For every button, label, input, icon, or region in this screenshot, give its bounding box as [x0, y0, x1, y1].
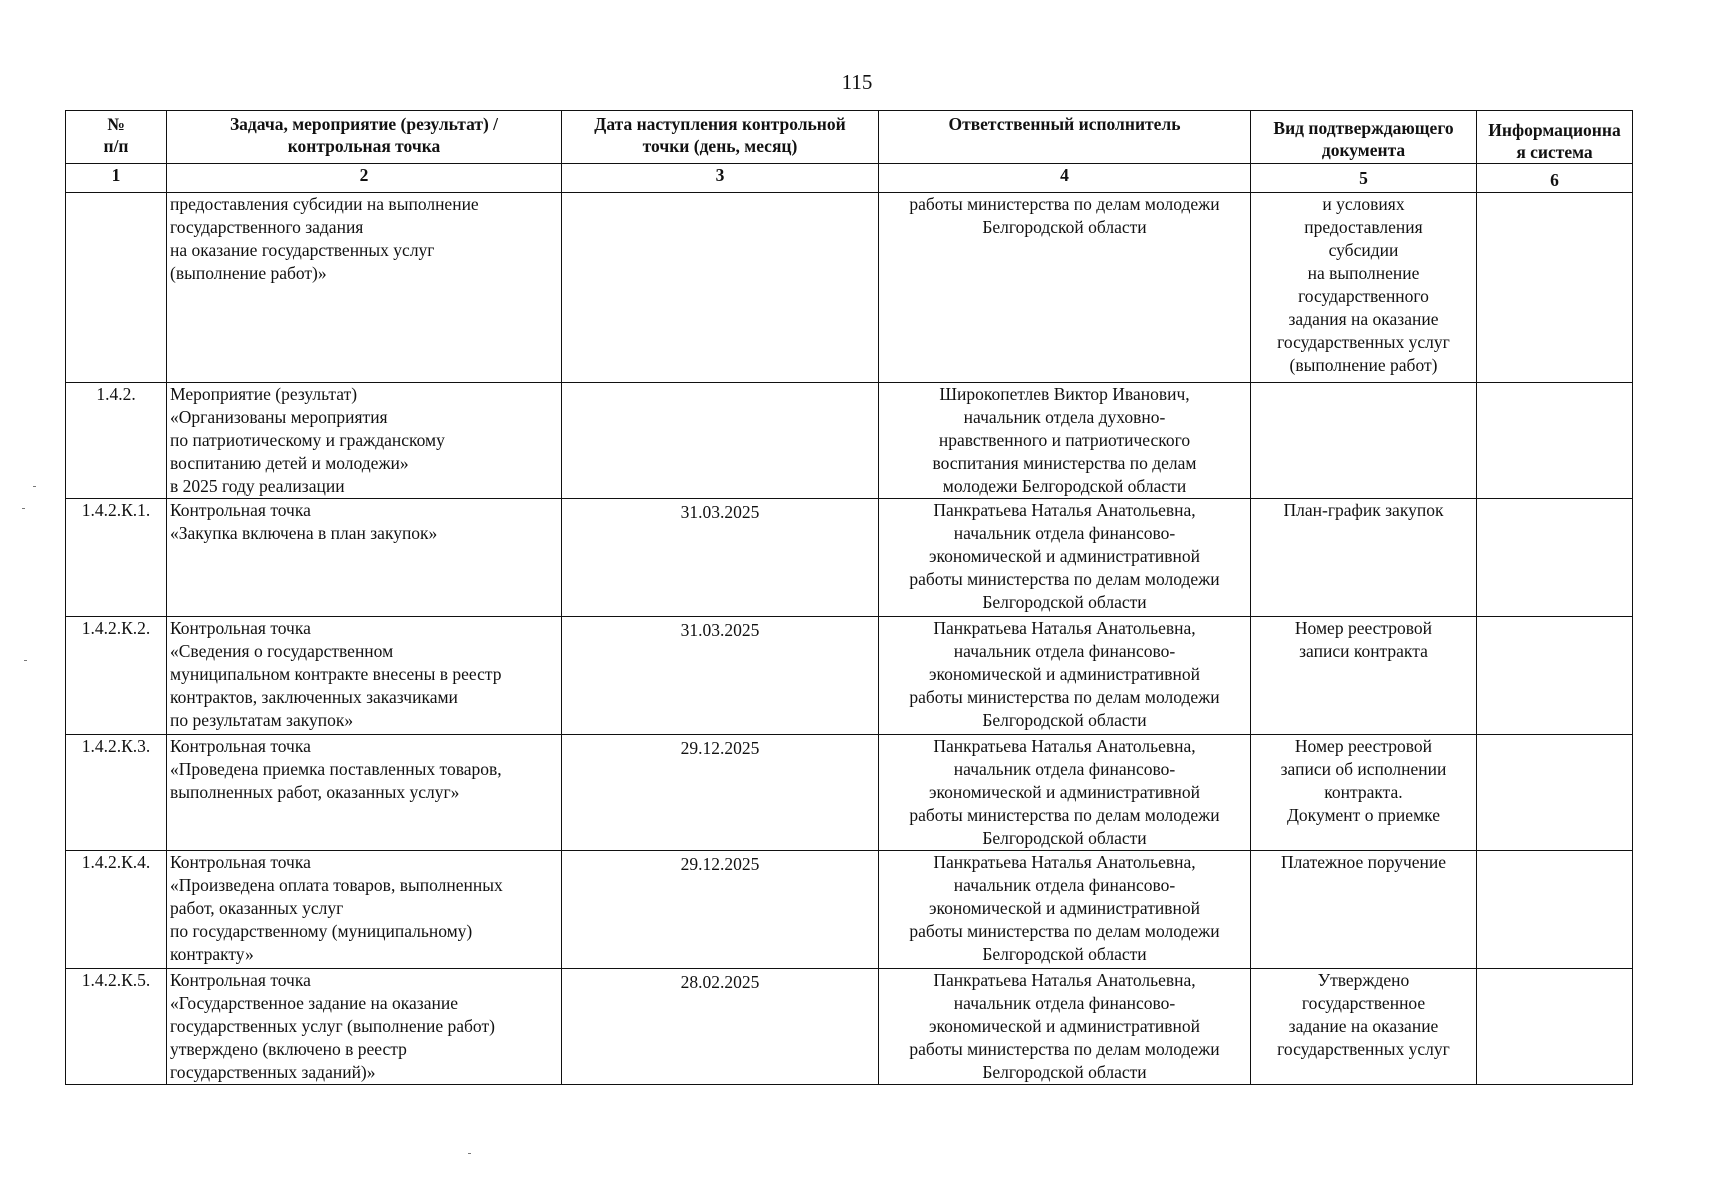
task-text-line: предоставления субсидии на выполнение [170, 194, 479, 214]
responsible-executor-line: воспитания министерства по делам [932, 453, 1197, 473]
control-date [562, 383, 879, 499]
column-number: 3 [562, 164, 879, 193]
task-text-line: Контрольная точка [170, 852, 311, 872]
responsible-executor-line: работы министерства по делам молодежи [909, 921, 1220, 941]
row-number: 1.4.2.К.3. [66, 735, 167, 851]
responsible-executor-line: начальник отдела финансово- [953, 523, 1176, 543]
responsible-executor-line: Широкопетлев Виктор Иванович, [939, 384, 1190, 404]
responsible-executor-line: работы министерства по делам молодежи [909, 805, 1220, 825]
header-line: я система [1516, 142, 1593, 162]
task-text-line: «Сведения о государственном [170, 641, 394, 661]
header-line: Вид подтверждающего [1273, 118, 1454, 138]
task-text-line: Мероприятие (результат) [170, 384, 358, 404]
responsible-executor-line: Панкратьева Наталья Анатольевна, [933, 852, 1196, 872]
responsible-executor [879, 193, 1251, 383]
scan-artifact [468, 1153, 471, 1154]
row-number: 1.4.2.К.2. [66, 617, 167, 735]
table-row [66, 735, 1633, 851]
responsible-executor-line: Белгородской области [982, 828, 1147, 848]
confirming-document-line: контракта. [1324, 782, 1403, 802]
task-text [167, 969, 562, 1085]
task-text-line: в 2025 году реализации [170, 476, 345, 496]
responsible-executor-line: начальник отдела финансово- [953, 993, 1176, 1013]
responsible-executor [879, 851, 1251, 969]
column-number: 2 [167, 164, 562, 193]
control-points-table [65, 110, 1633, 1085]
header-line: № [107, 114, 125, 134]
task-text-line: «Закупка включена в план закупок» [170, 523, 438, 543]
confirming-document-line: государственного [1298, 286, 1429, 306]
task-text-line: выполненных работ, оказанных услуг» [170, 782, 460, 802]
header-date [562, 111, 879, 164]
column-numbers-row [66, 164, 1633, 193]
responsible-executor-line: нравственного и патриотического [938, 430, 1191, 450]
task-text-line: Контрольная точка [170, 618, 311, 638]
confirming-document [1251, 383, 1477, 499]
task-text-line: Контрольная точка [170, 500, 311, 520]
confirming-document-line: предоставления [1304, 217, 1423, 237]
responsible-executor-line: работы министерства по делам молодежи [909, 569, 1220, 589]
confirming-document-line: на выполнение [1307, 263, 1420, 283]
task-text-line: по результатам закупок» [170, 710, 354, 730]
row-number: 1.4.2.К.4. [66, 851, 167, 969]
task-text-line: Контрольная точка [170, 736, 311, 756]
row-number [66, 193, 167, 383]
responsible-executor-line: экономической и административной [928, 546, 1200, 566]
responsible-executor-line: начальник отдела финансово- [953, 875, 1176, 895]
header-row [66, 111, 1633, 164]
confirming-document [1251, 851, 1477, 969]
confirming-document-line: и условиях [1322, 194, 1405, 214]
confirming-document [1251, 617, 1477, 735]
header-number [66, 111, 167, 164]
task-text-line: муниципальном контракте внесены в реестр [170, 664, 502, 684]
confirming-document [1251, 735, 1477, 851]
header-line: Дата наступления контрольной [594, 114, 846, 134]
responsible-executor [879, 617, 1251, 735]
responsible-executor-line: Панкратьева Наталья Анатольевна, [933, 970, 1196, 990]
responsible-executor-line: начальник отдела финансово- [953, 759, 1176, 779]
control-date: 31.03.2025 [562, 499, 879, 617]
responsible-executor-line: начальник отдела духовно- [963, 407, 1166, 427]
table-row [66, 851, 1633, 969]
task-text-line: государственного задания [170, 217, 364, 237]
confirming-document-line: Номер реестровой [1294, 736, 1433, 756]
task-text-line: утверждено (включено в реестр [170, 1039, 407, 1059]
column-number: 5 [1251, 164, 1477, 193]
task-text-line: контракту» [170, 944, 254, 964]
page-number: 115 [841, 70, 873, 94]
confirming-document-line: задание на оказание [1288, 1016, 1439, 1036]
confirming-document-line: Платежное поручение [1280, 852, 1447, 872]
scan-artifact [24, 660, 27, 661]
column-number: 6 [1477, 164, 1633, 193]
responsible-executor-line: молодежи Белгородской области [942, 476, 1187, 496]
task-text-line: (выполнение работ)» [170, 263, 327, 283]
confirming-document-line: субсидии [1328, 240, 1399, 260]
responsible-executor-line: Белгородской области [982, 710, 1147, 730]
header-line: Задача, мероприятие (результат) / [229, 114, 499, 134]
information-system [1477, 617, 1633, 735]
task-text [167, 193, 562, 383]
responsible-executor-line: работы министерства по делам молодежи [909, 687, 1220, 707]
responsible-executor [879, 383, 1251, 499]
row-number: 1.4.2.К.1. [66, 499, 167, 617]
information-system [1477, 193, 1633, 383]
task-text-line: на оказание государственных услуг [170, 240, 435, 260]
header-task [167, 111, 562, 164]
responsible-executor-line: Панкратьева Наталья Анатольевна, [933, 618, 1196, 638]
scan-artifact [33, 486, 36, 487]
header-document [1251, 111, 1477, 164]
confirming-document [1251, 499, 1477, 617]
column-number: 1 [66, 164, 167, 193]
control-date: 29.12.2025 [562, 851, 879, 969]
responsible-executor-line: Белгородской области [982, 944, 1147, 964]
responsible-executor [879, 969, 1251, 1085]
control-date: 31.03.2025 [562, 617, 879, 735]
information-system [1477, 851, 1633, 969]
task-text-line: воспитанию детей и молодежи» [170, 453, 409, 473]
task-text-line: государственных заданий)» [170, 1062, 376, 1082]
row-number: 1.4.2. [66, 383, 167, 499]
confirming-document-line: государственных услуг [1277, 1039, 1450, 1059]
information-system [1477, 499, 1633, 617]
table-row [66, 969, 1633, 1085]
task-text-line: «Проведена приемка поставленных товаров, [170, 759, 502, 779]
confirming-document [1251, 193, 1477, 383]
header-line: точки (день, месяц) [642, 136, 798, 156]
responsible-executor-line: экономической и административной [928, 782, 1200, 802]
task-text [167, 383, 562, 499]
task-text-line: Контрольная точка [170, 970, 311, 990]
table-row [66, 617, 1633, 735]
information-system [1477, 383, 1633, 499]
confirming-document-line: записи об исполнении [1280, 759, 1447, 779]
task-text [167, 851, 562, 969]
task-text [167, 735, 562, 851]
responsible-executor-line: экономической и административной [928, 898, 1200, 918]
column-number: 4 [879, 164, 1251, 193]
responsible-executor-line: Белгородской области [982, 217, 1147, 237]
header-line: Информационна [1488, 120, 1621, 140]
confirming-document-line: (выполнение работ) [1289, 355, 1438, 375]
scan-artifact [22, 508, 25, 509]
confirming-document-line: Документ о приемке [1287, 805, 1440, 825]
confirming-document-line: Номер реестровой [1294, 618, 1433, 638]
confirming-document-line: задания на оказание [1288, 309, 1439, 329]
information-system [1477, 735, 1633, 851]
header-system [1477, 111, 1633, 164]
task-text-line: по патриотическому и гражданскому [170, 430, 445, 450]
responsible-executor-line: работы министерства по делам молодежи [909, 1039, 1220, 1059]
responsible-executor-line: начальник отдела финансово- [953, 641, 1176, 661]
responsible-executor-line: Белгородской области [982, 1062, 1147, 1082]
task-text-line: контрактов, заключенных заказчиками [170, 687, 458, 707]
table-row [66, 193, 1633, 383]
task-text-line: по государственному (муниципальному) [170, 921, 473, 941]
task-text [167, 499, 562, 617]
confirming-document [1251, 969, 1477, 1085]
task-text-line: «Государственное задание на оказание [170, 993, 458, 1013]
task-text [167, 617, 562, 735]
task-text-line: «Организованы мероприятия [170, 407, 388, 427]
task-text-line: работ, оказанных услуг [170, 898, 344, 918]
header-line: п/п [103, 136, 129, 156]
header-line: контрольная точка [287, 136, 441, 156]
header-line: Ответственный исполнитель [948, 114, 1181, 134]
task-text-line: государственных услуг (выполнение работ) [170, 1016, 495, 1036]
responsible-executor [879, 499, 1251, 617]
responsible-executor [879, 735, 1251, 851]
confirming-document-line: государственное [1301, 993, 1426, 1013]
responsible-executor-line: экономической и административной [928, 664, 1200, 684]
responsible-executor-line: Белгородской области [982, 592, 1147, 612]
table-row [66, 383, 1633, 499]
header-responsible [879, 111, 1251, 164]
confirming-document-line: Утверждено [1317, 970, 1410, 990]
control-date: 29.12.2025 [562, 735, 879, 851]
task-text-line: «Произведена оплата товаров, выполненных [170, 875, 503, 895]
responsible-executor-line: Панкратьева Наталья Анатольевна, [933, 500, 1196, 520]
responsible-executor-line: работы министерства по делам молодежи [909, 194, 1220, 214]
control-date [562, 193, 879, 383]
header-line: документа [1321, 140, 1406, 160]
control-date: 28.02.2025 [562, 969, 879, 1085]
confirming-document-line: государственных услуг [1277, 332, 1450, 352]
table-row [66, 499, 1633, 617]
responsible-executor-line: экономической и административной [928, 1016, 1200, 1036]
information-system [1477, 969, 1633, 1085]
confirming-document-line: План-график закупок [1283, 500, 1444, 520]
confirming-document-line: записи контракта [1299, 641, 1428, 661]
row-number: 1.4.2.К.5. [66, 969, 167, 1085]
responsible-executor-line: Панкратьева Наталья Анатольевна, [933, 736, 1196, 756]
